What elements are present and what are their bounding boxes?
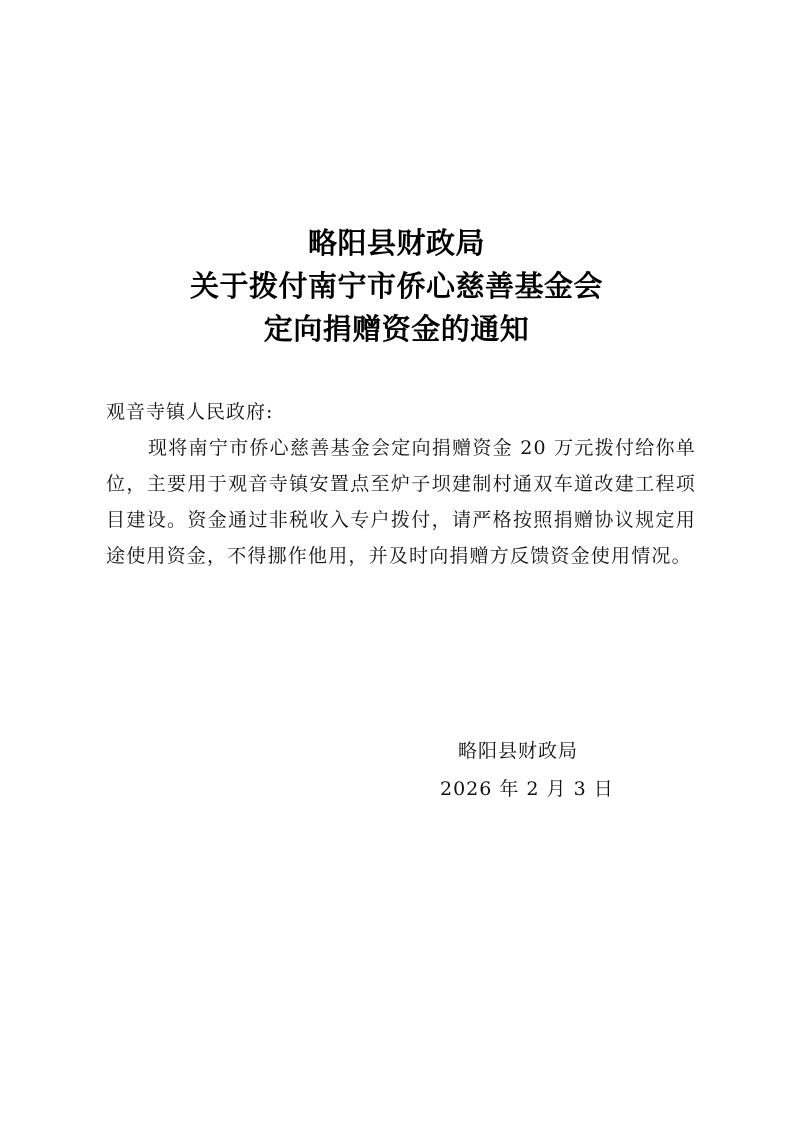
title-line-2: 关于拨付南宁市侨心慈善基金会 — [189, 269, 603, 303]
body-paragraph: 现将南宁市侨心慈善基金会定向捐赠资金 20 万元拨付给你单位，主要用于观音寺镇安置点至炉子坝建制村通双车道改建工程项目建设。资金通过非税收入专户拨付，请严格按照捐赠协议规定用途使用资金，不得挪作他用，并及时向捐赠方反馈资金使用情况。 — [106, 437, 696, 567]
title-line-3: 定向捐赠资金的通知 — [263, 312, 530, 346]
title-line-1: 略阳县财政局 — [307, 226, 485, 260]
signature-date: 2026 年 2 月 3 日 — [440, 778, 614, 800]
signature-block — [440, 732, 614, 808]
signature-organization: 略阳县财政局 — [458, 740, 579, 762]
document-title — [0, 222, 793, 351]
salutation: 观音寺镇人民政府: — [106, 401, 274, 423]
